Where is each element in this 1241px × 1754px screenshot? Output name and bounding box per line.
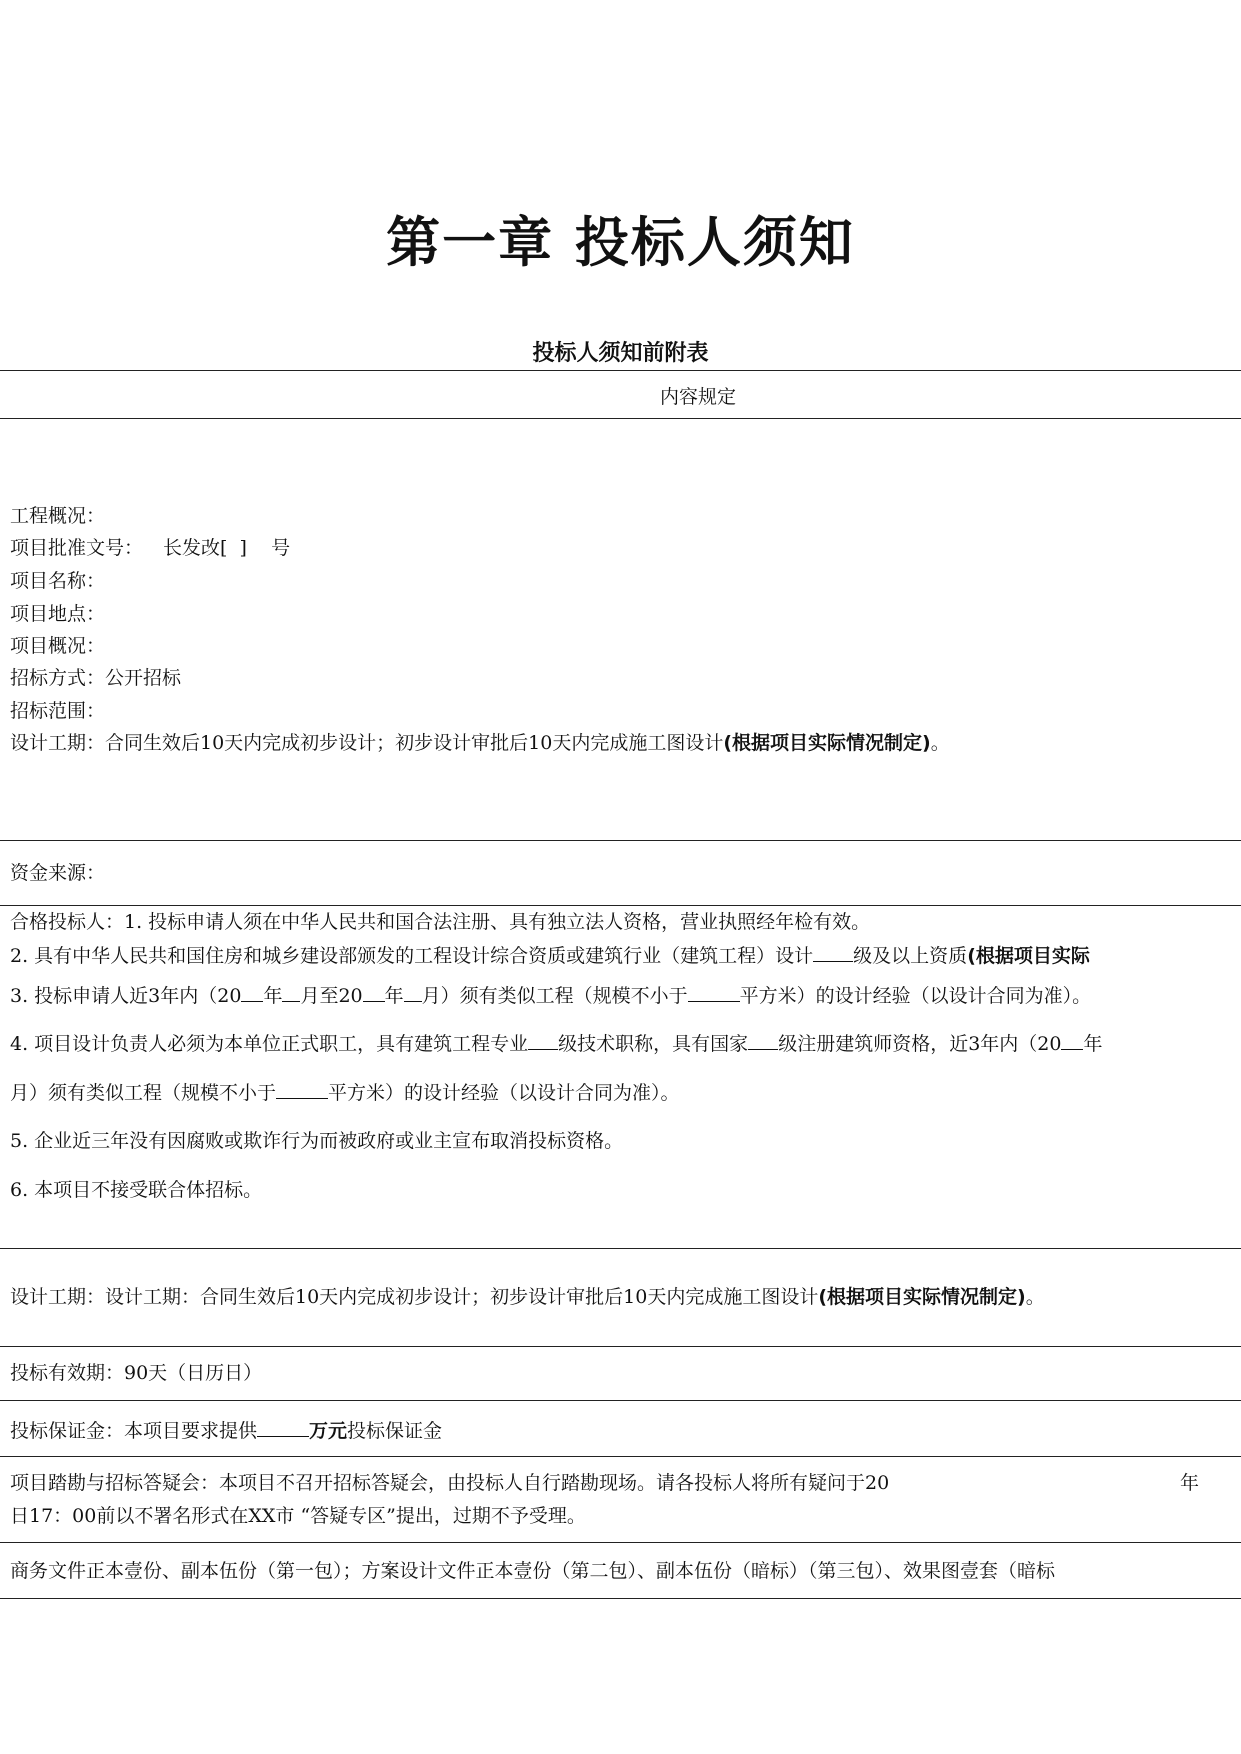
funding-source: 资金来源： (10, 862, 106, 884)
design-period-overview (10, 732, 950, 754)
row-border (0, 1248, 1241, 1249)
project-name: 项目名称： (10, 570, 106, 592)
blank-field (282, 983, 300, 1002)
table-title: 投标人须知前附表 (532, 341, 709, 366)
blank-field (363, 983, 385, 1002)
row-border (0, 840, 1241, 841)
qualified-line-3: 3. 投标申请人近3年内（20 年 月至20 年 月）须有类似工程（规模不小于 平方米）的设计经验（以设计合同为准）。 (10, 985, 1092, 1007)
qualified-line-1: 合格投标人：1. 投标申请人须在中华人民共和国合法注册、具有独立法人资格，营业执照经年检有效。 (10, 911, 871, 933)
period-text: 设计工期：合同生效后10天内完成初步设计；初步设计审批后10天内完成施工图设计 (10, 732, 724, 754)
overview-heading: 工程概况： (10, 505, 106, 527)
qualified-line-4-cont: 月）须有类似工程（规模不小于 平方米）的设计经验（以设计合同为准）。 (10, 1082, 680, 1104)
blank-field (404, 983, 422, 1002)
blank-field (257, 1418, 309, 1437)
row-border (0, 1542, 1241, 1543)
qualified-line-4: 4. 项目设计负责人必须为本单位正式职工，具有建筑工程专业 级技术职称，具有国家 级注册建筑师资格，近3年内（20 年 (10, 1033, 1103, 1055)
qualified-line-6: 6. 本项目不接受联合体招标。 (10, 1179, 263, 1201)
period-suffix: 。 (930, 732, 950, 754)
chapter-title: 第一章 投标人须知 (386, 210, 855, 274)
project-location: 项目地点： (10, 603, 106, 625)
table-top-border (0, 370, 1241, 371)
blank-field (276, 1080, 328, 1099)
table-header-border (0, 418, 1241, 419)
qualified-line-5: 5. 企业近三年没有因腐败或欺诈行为而被政府或业主宣布取消投标资格。 (10, 1130, 624, 1152)
site-visit-line-1: 项目踏勘与招标答疑会：本项目不召开招标答疑会，由投标人自行踏勘现场。请各投标人将所有疑问于20 (10, 1472, 890, 1494)
design-period: 设计工期：设计工期：合同生效后10天内完成初步设计；初步设计审批后10天内完成施工图设计(根据项目实际情况制定)。 (10, 1286, 1045, 1308)
document-copies: 商务文件正本壹份、副本伍份（第一包）；方案设计文件正本壹份（第二包）、副本伍份（暗标）（第三包）、效果图壹套（暗标 (10, 1560, 1056, 1582)
table-header-cell: 内容规定 (659, 386, 736, 408)
site-visit-line-2: 日17：00前以不署名形式在XX市 “答疑专区”提出，过期不予受理。 (10, 1505, 586, 1527)
row-border (0, 1400, 1241, 1401)
qualified-line-2: 2. 具有中华人民共和国住房和城乡建设部颁发的工程设计综合资质或建筑行业（建筑工程）设计 级及以上资质(根据项目实际 (10, 945, 1090, 967)
blank-field (813, 943, 853, 962)
blank-field (528, 1031, 558, 1050)
project-summary: 项目概况： (10, 635, 106, 657)
blank-field (688, 983, 740, 1002)
blank-field (1061, 1031, 1083, 1050)
bid-deposit: 投标保证金：本项目要求提供 万元投标保证金 (10, 1420, 443, 1442)
approval-number (10, 537, 290, 559)
blank-field (241, 983, 263, 1002)
period-bold-note: (根据项目实际情况制定) (723, 732, 931, 754)
table-bottom-border (0, 1598, 1241, 1599)
row-border (0, 1346, 1241, 1347)
blank-field (748, 1031, 778, 1050)
row-border (0, 905, 1241, 906)
bidding-scope: 招标范围： (10, 700, 106, 722)
row-border (0, 1456, 1241, 1457)
bid-validity: 投标有效期：90天（日历日） (10, 1362, 263, 1384)
approval-value: 长发改[ ] 号 (163, 537, 291, 559)
approval-label: 项目批准文号： (10, 537, 144, 559)
bidding-method: 招标方式：公开招标 (10, 667, 182, 689)
site-visit-year: 年 (1180, 1472, 1200, 1494)
